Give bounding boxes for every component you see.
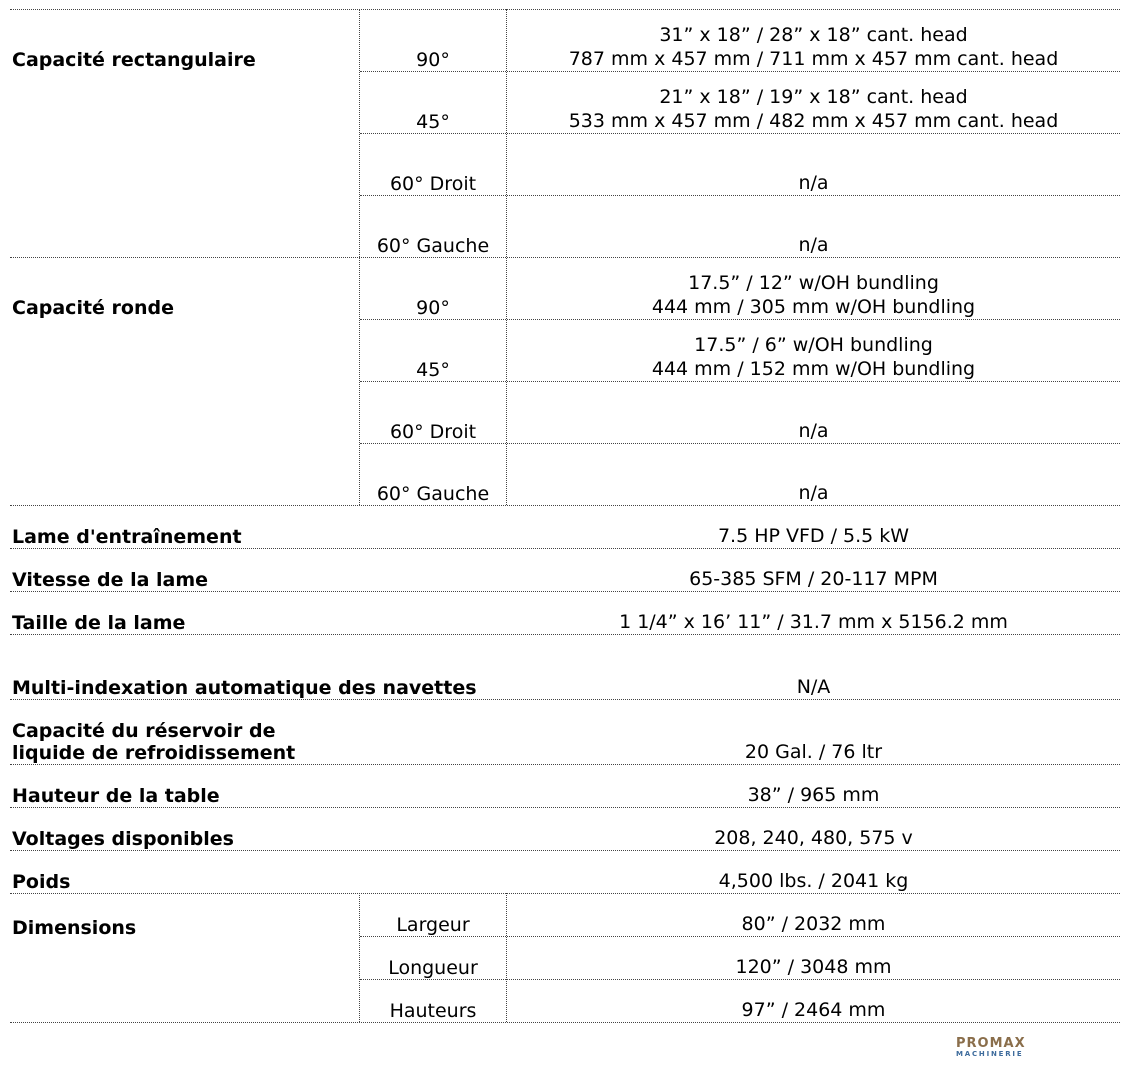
weight-label: Poids (12, 871, 71, 893)
rect-90-value-imperial: 31” x 18” / 28” x 18” cant. head (659, 24, 968, 46)
round-60-left-value: n/a (798, 482, 829, 504)
round-45-value-imperial: 17.5” / 6” w/OH bundling (694, 334, 933, 356)
rect-60-left-angle: 60° Gauche (376, 235, 490, 257)
row-divider (10, 893, 1120, 894)
round-90-angle: 90° (416, 297, 450, 319)
blade-speed-label: Vitesse de la lame (12, 569, 209, 591)
coolant-tank-value: 20 Gal. / 76 ltr (744, 741, 883, 763)
row-divider (10, 548, 1120, 549)
round-90-value-metric: 444 mm / 305 mm w/OH bundling (651, 296, 976, 318)
row-divider (10, 764, 1120, 765)
rect-90-angle: 90° (416, 49, 450, 71)
rect-90-value-metric: 787 mm x 457 mm / 711 mm x 457 mm cant. head (568, 48, 1059, 70)
weight-value: 4,500 lbs. / 2041 kg (718, 870, 909, 892)
dimension-length-value: 120” / 3048 mm (735, 956, 892, 978)
dimensions-label: Dimensions (12, 917, 137, 939)
blade-speed-value: 65-385 SFM / 20-117 MPM (689, 568, 938, 590)
blade-drive-label: Lame d'entraînement (12, 526, 242, 548)
row-divider (10, 591, 1120, 592)
round-60-left-angle: 60° Gauche (376, 483, 490, 505)
logo-wordmark: PROMAX (956, 1036, 1026, 1051)
voltages-value: 208, 240, 480, 575 v (714, 827, 913, 849)
section-divider (10, 257, 1120, 258)
logo-subtitle: MACHINERIE (956, 1050, 1024, 1058)
round-45-value-metric: 444 mm / 152 mm w/OH bundling (651, 358, 976, 380)
round-60-right-value: n/a (798, 420, 829, 442)
promax-logo (956, 1038, 1040, 1058)
dimension-height-value: 97” / 2464 mm (741, 999, 886, 1021)
rect-45-value-metric: 533 mm x 457 mm / 482 mm x 457 mm cant. head (568, 110, 1059, 132)
rect-45-angle: 45° (416, 111, 450, 133)
table-height-label: Hauteur de la table (12, 785, 220, 807)
table-height-value: 38” / 965 mm (747, 784, 880, 806)
coolant-tank-label-line2: liquide de refroidissement (12, 742, 296, 764)
rect-capacity-label: Capacité rectangulaire (12, 49, 256, 71)
row-divider (10, 807, 1120, 808)
coolant-tank-label-line1: Capacité du réservoir de (12, 720, 276, 742)
row-divider (10, 634, 1120, 635)
row-divider (10, 850, 1120, 851)
rect-60-right-angle: 60° Droit (389, 173, 477, 195)
rect-45-value-imperial: 21” x 18” / 19” x 18” cant. head (659, 86, 968, 108)
dimension-length-label: Longueur (388, 957, 478, 979)
round-60-right-angle: 60° Droit (389, 421, 477, 443)
rect-60-right-value: n/a (798, 172, 829, 194)
table-top-border (10, 9, 1120, 10)
section-divider (10, 505, 1120, 506)
blade-size-label: Taille de la lame (12, 612, 186, 634)
dimension-height-label: Hauteurs (389, 1000, 477, 1022)
blade-drive-value: 7.5 HP VFD / 5.5 kW (717, 525, 910, 547)
voltages-label: Voltages disponibles (12, 828, 234, 850)
shuttle-indexing-value: N/A (796, 676, 831, 698)
round-90-value-imperial: 17.5” / 12” w/OH bundling (688, 272, 939, 294)
dimension-width-value: 80” / 2032 mm (741, 913, 886, 935)
shuttle-indexing-label: Multi-indexation automatique des navettes (12, 677, 477, 699)
round-capacity-label: Capacité ronde (12, 297, 174, 319)
round-45-angle: 45° (416, 359, 450, 381)
row-divider (10, 699, 1120, 700)
table-bottom-border (10, 1022, 1120, 1023)
dimension-width-label: Largeur (396, 914, 470, 936)
blade-size-value: 1 1/4” x 16’ 11” / 31.7 mm x 5156.2 mm (619, 611, 1008, 633)
rect-60-left-value: n/a (798, 234, 829, 256)
